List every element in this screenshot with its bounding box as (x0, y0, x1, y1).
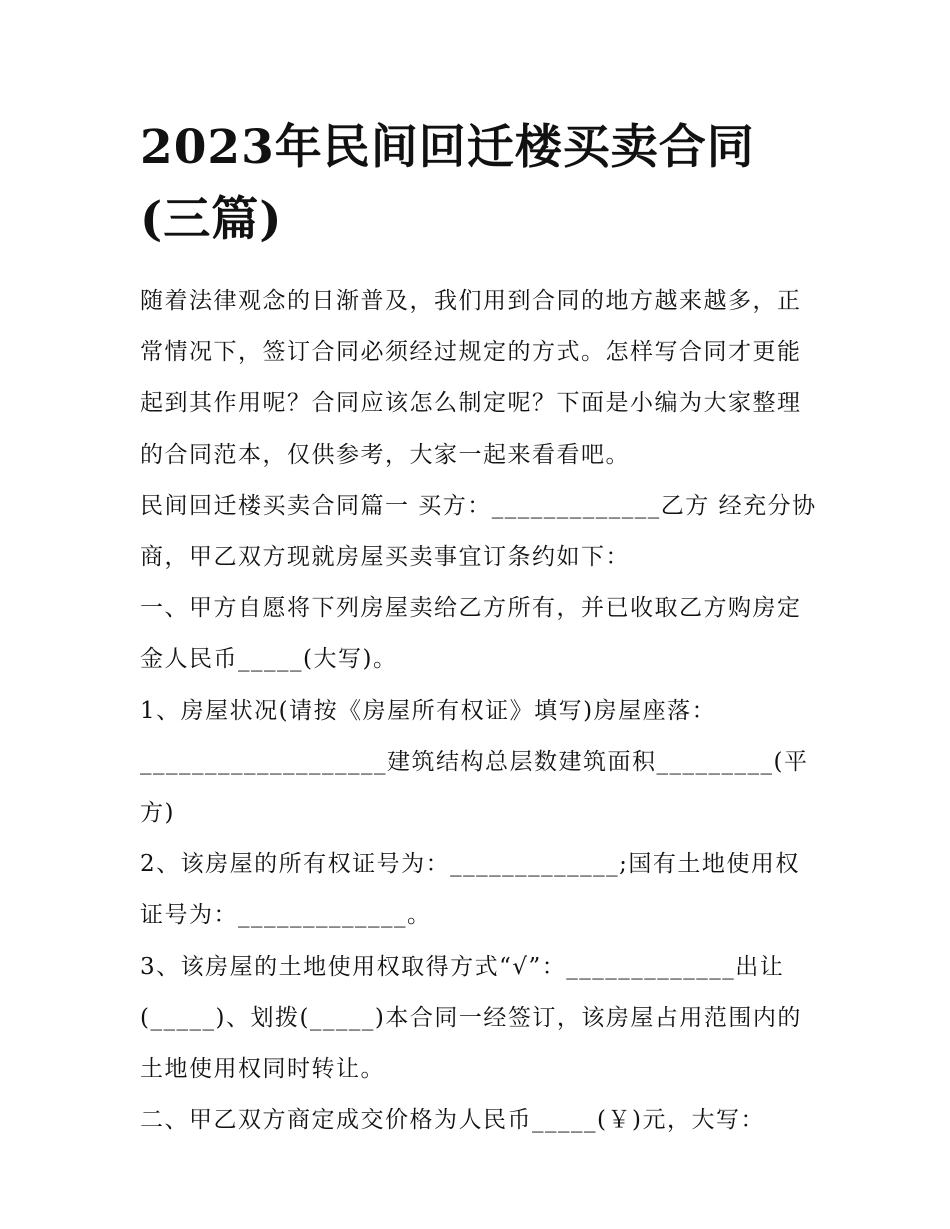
house-status-paragraph: 1、房屋状况(请按《房屋所有权证》填写)房屋座落： (140, 697, 717, 724)
document-body (140, 276, 820, 1146)
clause-one-paragraph: 一、甲方自愿将下列房屋卖给乙方所有，并已收取乙方购房定金人民币_____(大写)。 (140, 595, 802, 673)
certificate-number-paragraph: 2、该房屋的所有权证号为：_____________;国有土地使用权证号为：_____________。 (140, 851, 800, 929)
building-structure-paragraph: ___________________建筑结构总层数建筑面积_________(平方) (140, 748, 809, 827)
title-line-1: 2023年民间回迁楼买卖合同 (140, 120, 755, 175)
price-paragraph: 二、甲乙双方商定成交价格为人民币_____(￥)元，大写： (140, 1107, 765, 1134)
document-title (140, 112, 840, 256)
contract-header-paragraph: 民间回迁楼买卖合同篇一 买方：_____________乙方 经充分协商，甲乙双方现就房屋买卖事宜订条约如下： (140, 492, 817, 571)
land-use-paragraph: 3、该房屋的土地使用权取得方式“√”：_____________出让(_____)、划拨(_____)本合同一经签订，该房屋占用范围内的土地使用权同时转让。 (140, 953, 802, 1083)
title-line-2: (三篇) (140, 192, 283, 247)
intro-paragraph: 随着法律观念的日渐普及，我们用到合同的地方越来越多，正常情况下，签订合同必须经过规定的方式。怎样写合同才更能起到其作用呢？合同应该怎么制定呢？下面是小编为大家整理的合同范本，仅供参考，大家一起来看看吧。 (140, 288, 802, 468)
